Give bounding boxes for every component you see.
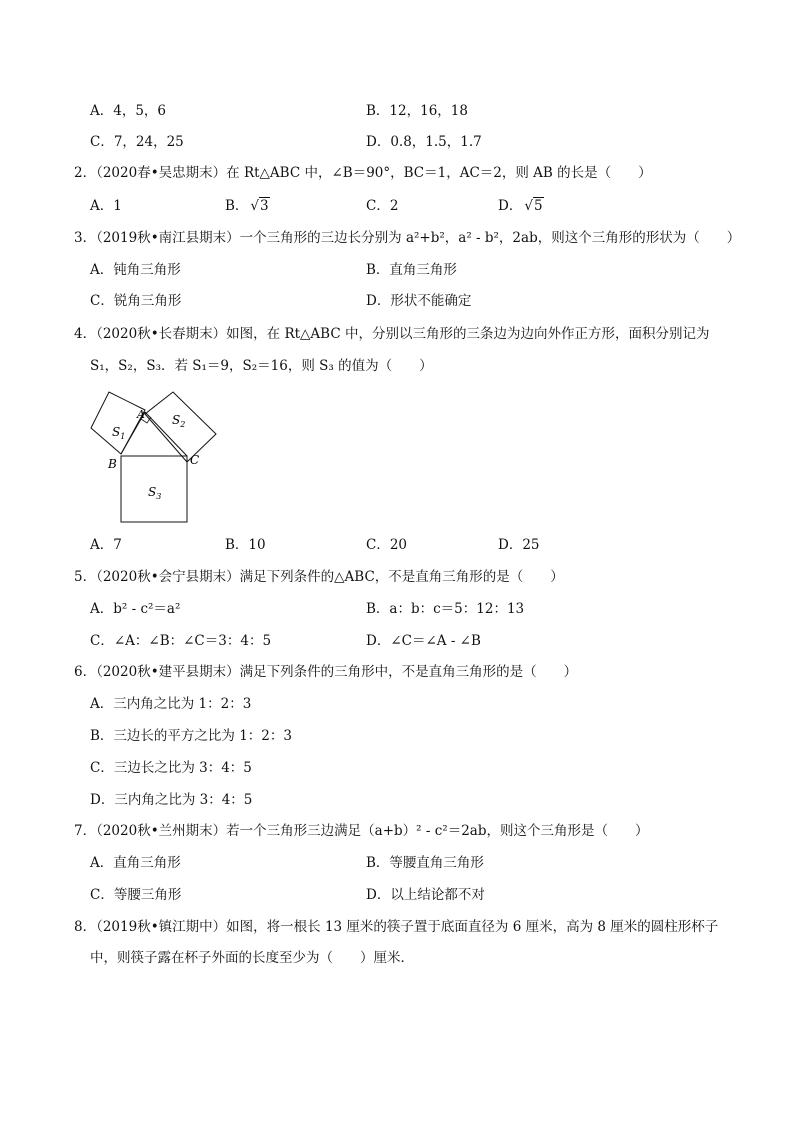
- q5-option-b: B．a：b：c＝5：12：13: [366, 601, 525, 617]
- label-a: A: [137, 408, 145, 421]
- q3-option-a: A．钝角三角形: [90, 262, 181, 278]
- q2-option-a: A．1: [90, 198, 122, 214]
- label-s3-s: S: [148, 485, 157, 499]
- q8-stem-line1: 8．（2019秋•镇江期中）如图，将一根长 13 厘米的筷子置于底面直径为 6 厘米，高为 8 厘米的圆柱形杯子: [74, 919, 719, 935]
- q3-option-d: D．形状不能确定: [366, 293, 472, 309]
- q4-figure: [80, 390, 230, 530]
- label-s3-sub: 3: [156, 492, 162, 501]
- q2-option-b-prefix: B．: [225, 198, 249, 214]
- triangle-side-ac: [145, 412, 187, 456]
- q6-stem: 6．（2020秋•建平县期末）满足下列条件的三角形中，不是直角三角形的是（ ）: [74, 664, 578, 680]
- q3-stem: 3．（2019秋•南江县期末）一个三角形的三边长分别为 a²+b²，a² - b²，2ab，则这个三角形的形状为（ ）: [74, 230, 741, 246]
- label-c: C: [190, 453, 200, 467]
- q2-option-c: C．2: [366, 198, 399, 214]
- q1-option-c: C．7，24，25: [90, 134, 184, 150]
- q5-option-d: D．∠C＝∠A - ∠B: [366, 633, 481, 649]
- sqrt-symbol: √5: [524, 198, 543, 214]
- q7-option-a: A．直角三角形: [90, 855, 181, 871]
- q1-option-d: D．0.8，1.5，1.7: [366, 134, 482, 150]
- q5-option-c: C．∠A：∠B：∠C＝3：4：5: [90, 633, 272, 649]
- q4-option-a: A．7: [90, 537, 122, 553]
- q4-option-c: C．20: [366, 537, 408, 553]
- q6-option-d: D．三内角之比为 3：4：5: [90, 792, 253, 808]
- q7-option-d: D．以上结论都不对: [366, 887, 485, 903]
- q4-stem-line2: S₁，S₂，S₃．若 S₁＝9，S₂＝16，则 S₃ 的值为（ ）: [90, 358, 433, 374]
- q2-stem: 2．（2020春•吴忠期末）在 Rt△ABC 中，∠B＝90°，BC＝1，AC＝2，则 AB 的长是（ ）: [74, 165, 652, 181]
- q2-option-d-radicand: 5: [533, 198, 543, 214]
- label-s1: [112, 425, 125, 441]
- q2-option-b-radicand: 3: [260, 198, 269, 214]
- label-s2-sub: 2: [180, 420, 186, 429]
- label-b: B: [108, 457, 117, 471]
- q4-option-b: B．10: [225, 537, 266, 553]
- sqrt-symbol: √3: [250, 198, 269, 214]
- label-s1-s: S: [112, 425, 121, 439]
- q5-option-a: A．b² - c²＝a²: [90, 601, 181, 617]
- label-s1-sub: 1: [120, 432, 126, 441]
- q2-option-d: [498, 196, 544, 216]
- q1-option-a: A．4，5，6: [90, 103, 167, 119]
- q7-stem: 7．（2020秋•兰州期末）若一个三角形三边满足（a+b）² - c²＝2ab，则这个三角形是（ ）: [74, 823, 649, 839]
- q7-option-c: C．等腰三角形: [90, 887, 182, 903]
- q1-option-b: B．12，16，18: [366, 103, 468, 119]
- label-s3: [148, 485, 161, 501]
- q6-option-b: B．三边长的平方之比为 1：2：3: [90, 728, 292, 744]
- q6-option-c: C．三边长之比为 3：4：5: [90, 760, 252, 776]
- q5-stem: 5．（2020秋•会宁县期末）满足下列条件的△ABC，不是直角三角形的是（ ）: [74, 569, 564, 585]
- q2-option-b: [225, 196, 270, 216]
- square-s1: [91, 392, 145, 454]
- q2-option-d-prefix: D．: [498, 198, 523, 214]
- q7-option-b: B．等腰直角三角形: [366, 855, 484, 871]
- q4-option-d: D．25: [498, 537, 540, 553]
- q6-option-a: A．三内角之比为 1：2：3: [90, 696, 252, 712]
- q4-stem-line1: 4．（2020秋•长春期末）如图，在 Rt△ABC 中，分别以三角形的三条边为边向外作正方形，面积分别记为: [74, 326, 710, 342]
- q3-option-c: C．锐角三角形: [90, 293, 182, 309]
- label-s2-s: S: [172, 413, 181, 427]
- q8-stem-line2: 中，则筷子露在杯子外面的长度至少为（ ）厘米．: [90, 950, 414, 966]
- label-s2: [172, 413, 185, 429]
- q3-option-b: B．直角三角形: [366, 262, 457, 278]
